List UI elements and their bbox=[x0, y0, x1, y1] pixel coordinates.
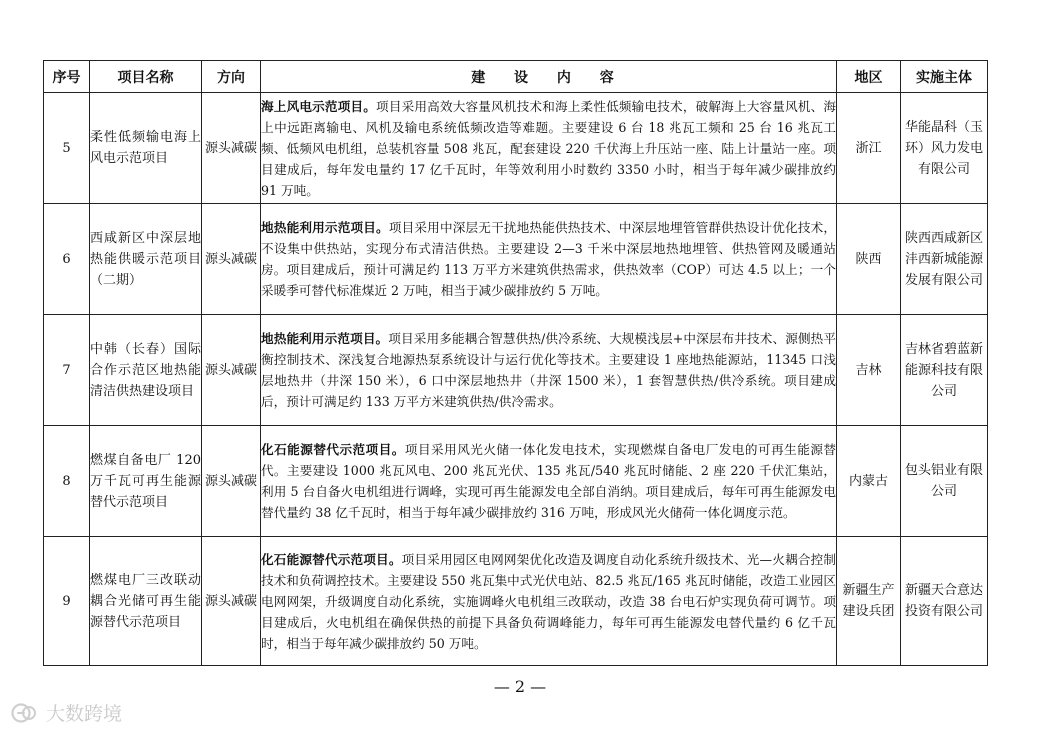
project-content bbox=[261, 93, 837, 204]
row-number: 9 bbox=[44, 537, 90, 666]
row-number: 5 bbox=[44, 93, 90, 204]
project-name: 西咸新区中深层地热能供暖示范项目（二期） bbox=[90, 204, 202, 315]
content-title: 地热能利用示范项目。 bbox=[261, 220, 389, 235]
project-owner: 新疆天合意达投资有限公司 bbox=[901, 537, 988, 666]
project-owner: 包头铝业有限公司 bbox=[901, 426, 988, 537]
project-region: 浙江 bbox=[837, 93, 901, 204]
watermark-logo-icon bbox=[10, 702, 40, 724]
project-owner: 华能晶科（玉环）风力发电有限公司 bbox=[901, 93, 988, 204]
row-number: 7 bbox=[44, 315, 90, 426]
project-region: 陕西 bbox=[837, 204, 901, 315]
project-owner: 吉林省碧蓝新能源科技有限公司 bbox=[901, 315, 988, 426]
project-name: 燃煤自备电厂 120 万千瓦可再生能源替代示范项目 bbox=[90, 426, 202, 537]
project-region: 内蒙古 bbox=[837, 426, 901, 537]
table-row bbox=[44, 537, 988, 666]
project-content bbox=[261, 204, 837, 315]
watermark-text: 大数跨境 bbox=[46, 703, 123, 725]
row-number: 6 bbox=[44, 204, 90, 315]
project-region: 新疆生产建设兵团 bbox=[837, 537, 901, 666]
project-direction: 源头减碳 bbox=[202, 93, 261, 204]
content-title: 地热能利用示范项目。 bbox=[261, 331, 389, 346]
table-row bbox=[44, 315, 988, 426]
table-header-row bbox=[44, 61, 988, 93]
header-owner: 实施主体 bbox=[901, 61, 988, 93]
page-number: — 2 — bbox=[493, 677, 547, 696]
project-owner: 陕西西咸新区沣西新城能源发展有限公司 bbox=[901, 204, 988, 315]
project-name: 柔性低频输电海上风电示范项目 bbox=[90, 93, 202, 204]
project-name: 燃煤电厂三改联动耦合光储可再生能源替代示范项目 bbox=[90, 537, 202, 666]
projects-table bbox=[43, 60, 988, 666]
project-content bbox=[261, 426, 837, 537]
content-body: 项目采用风光火储一体化发电技术，实现燃煤自备电厂发电的可再生能源替代。主要建设 1000 兆瓦风电、200 兆瓦光伏、135 兆瓦/540 兆瓦时储能、2 座 220 千伏汇集站，利用 5 台自备火电机组进行调峰，实现可再生能源发电全部自消纳。项目建成后，每年可再生能源发电替代量约 38 亿千瓦时，相当于每年减少碳排放约 316 万吨，形成风光火储荷一体化调度示范。 bbox=[261, 442, 837, 520]
header-content-label: 建 设 内 容 bbox=[471, 69, 626, 86]
table-row bbox=[44, 204, 988, 315]
table-row bbox=[44, 426, 988, 537]
project-name: 中韩（长春）国际合作示范区地热能清洁供热建设项目 bbox=[90, 315, 202, 426]
content-title: 海上风电示范项目。 bbox=[261, 98, 377, 114]
project-direction: 源头减碳 bbox=[202, 537, 261, 666]
project-content bbox=[261, 315, 837, 426]
project-direction: 源头减碳 bbox=[202, 204, 261, 315]
content-title: 化石能源替代示范项目。 bbox=[261, 551, 402, 567]
table-row bbox=[44, 93, 988, 204]
content-body: 项目采用多能耦合智慧供热/供冷系统、大规模浅层+中深层布井技术、源侧热平衡控制技术、深浅复合地源热泵系统设计与运行优化等技术。主要建设 1 座地热能源站，11345 口浅层地热井（井深 150 米），6 口中深层地热井（井深 1500 米），1 套智慧供热/供冷系统。项目建成后，预计可满足约 133 万平方米建筑供热/供冷需求。 bbox=[261, 331, 837, 409]
project-content bbox=[261, 537, 837, 666]
header-region: 地区 bbox=[837, 61, 901, 93]
header-content bbox=[261, 61, 837, 93]
project-direction: 源头减碳 bbox=[202, 315, 261, 426]
project-region: 吉林 bbox=[837, 315, 901, 426]
header-name: 项目名称 bbox=[90, 61, 202, 93]
header-num: 序号 bbox=[44, 61, 90, 93]
header-direction: 方向 bbox=[202, 61, 261, 93]
watermark bbox=[10, 699, 122, 726]
content-body: 项目采用中深层无干扰地热能供热技术、中深层地埋管管群供热设计优化技术，不设集中供热站，实现分布式清洁供热。主要建设 2—3 千米中深层地热地埋管、供热管网及暖通站房。项目建成后，预计可满足约 113 万平方米建筑供热需求，供热效率（COP）可达 4.5 以上；一个采暖季可替代标准煤近 2 万吨，相当于减少碳排放约 5 万吨。 bbox=[261, 220, 837, 298]
content-title: 化石能源替代示范项目。 bbox=[261, 442, 405, 457]
project-direction: 源头减碳 bbox=[202, 426, 261, 537]
content-body: 项目采用高效大容量风机技术和海上柔性低频输电技术，破解海上大容量风机、海上中远距离输电、风机及输电系统低频改造等难题。主要建设 6 台 18 兆瓦工频和 25 台 16 兆瓦工频、低频风电机组，总装机容量 508 兆瓦，配套建设 220 千伏海上升压站一座、陆上计量站一座。项目建成后，每年发电量约 17 亿千瓦时，年等效利用小时数约 3350 小时，相当于每年减少碳排放约 91 万吨。 bbox=[261, 98, 837, 198]
content-body: 项目采用园区电网网架优化改造及调度自动化系统升级技术、光—火耦合控制技术和负荷调控技术。主要建设 550 兆瓦集中式光伏电站、82.5 兆瓦/165 兆瓦时储能，改造工业园区电网网架，升级调度自动化系统，实施调峰火电机组三改联动，改造 38 台电石炉实现负荷可调节。项目建成后，火电机组在确保供热的前提下具备负荷调峰能力，每年可再生能源发电替代量约 6 亿千瓦时，相当于每年减少碳排放约 50 万吨。 bbox=[261, 551, 837, 651]
row-number: 8 bbox=[44, 426, 90, 537]
